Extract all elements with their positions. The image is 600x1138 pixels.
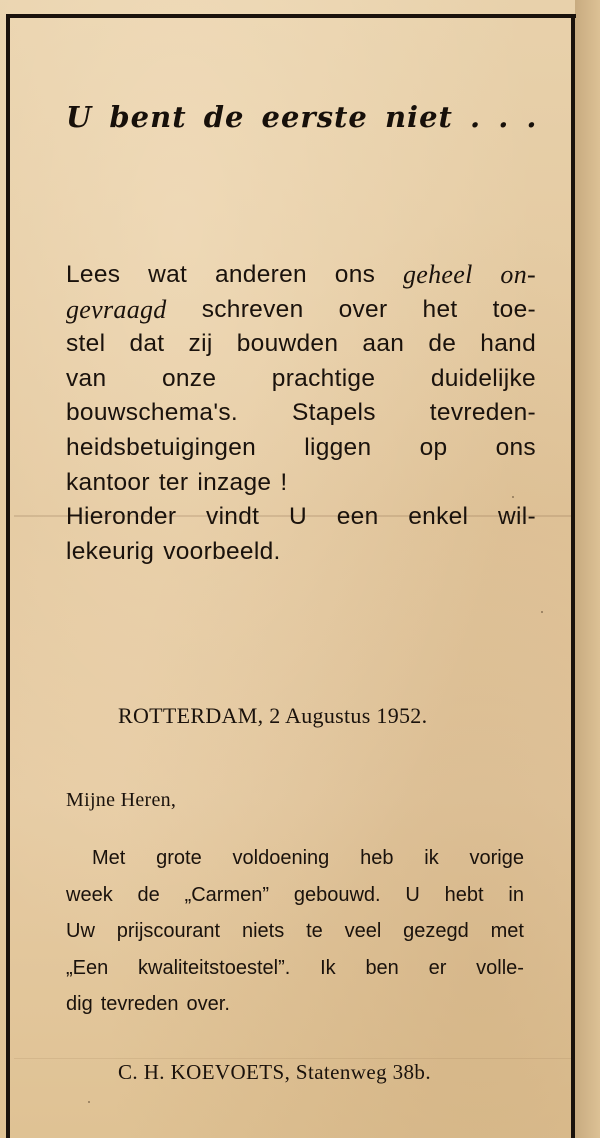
paper-fold-crease-lower [14, 1058, 574, 1059]
paper-speck [512, 496, 514, 498]
intro-word: inzage [197, 468, 272, 496]
letter-word: hebt [444, 883, 484, 906]
page-edge [575, 0, 600, 1138]
letter-line [66, 877, 524, 914]
letter-word: ik [424, 847, 439, 869]
intro-word: U [289, 503, 307, 531]
intro-word: hand [480, 330, 536, 358]
letter-word: U [405, 883, 420, 906]
intro-word: Stapels [291, 399, 376, 427]
letter-word: gezegd [403, 920, 469, 942]
intro-word: duidelijke [430, 364, 536, 392]
letter-word: voldoening [232, 847, 330, 869]
intro-word: tevreden- [429, 399, 536, 427]
intro-word: gevraagd [66, 294, 167, 324]
intro-word: enkel [408, 503, 469, 531]
paper-speck [88, 1101, 90, 1103]
intro-word: bouwschema's. [66, 399, 238, 427]
letter-word: vorige [469, 847, 524, 869]
letter-word: volle- [476, 956, 524, 979]
letter-word: te [306, 920, 323, 942]
letter-word: dig [66, 993, 93, 1015]
letter-word: met [490, 920, 524, 942]
intro-paragraph [66, 258, 536, 569]
intro-word: ter [158, 468, 189, 496]
letter-word: heb [360, 847, 394, 869]
intro-word: op [419, 433, 448, 461]
letter-line [66, 913, 524, 950]
letter-word: week [66, 883, 113, 906]
intro-word: Hieronder [66, 503, 177, 531]
intro-word: heidsbetuigingen [66, 433, 257, 461]
paper-speck [541, 611, 543, 613]
letter-word: kwaliteitstoestel”. [138, 956, 291, 979]
intro-line [66, 500, 536, 535]
intro-word: liggen [304, 433, 372, 461]
intro-word: stel [66, 330, 106, 358]
intro-word: voorbeeld. [163, 537, 281, 565]
intro-word: prachtige [271, 364, 376, 392]
intro-line [66, 362, 536, 397]
intro-word: aan [362, 330, 405, 358]
intro-line [66, 293, 536, 328]
letter-word: tevreden [100, 993, 179, 1015]
letter-word: in [508, 883, 524, 906]
intro-line [66, 431, 536, 466]
letter-line [66, 986, 524, 1023]
intro-word: Lees [66, 261, 121, 288]
intro-word: zij [188, 330, 213, 358]
frame-border-top [6, 14, 576, 18]
letter-body [66, 840, 524, 1023]
intro-line [66, 327, 536, 362]
letter-word: „Een [66, 956, 109, 979]
intro-word: on- [500, 260, 536, 289]
letter-word: de [137, 883, 160, 906]
advert-heading: U bent de eerste niet . . . [66, 100, 538, 134]
letter-place-date: ROTTERDAM, 2 Augustus 1952. [118, 703, 428, 728]
intro-word: schreven [201, 295, 304, 323]
letter-word: prijscourant [116, 920, 221, 942]
intro-word: lekeurig [66, 537, 155, 565]
letter-word: er [428, 956, 447, 979]
letter-line [66, 950, 524, 987]
intro-word: toe- [492, 295, 536, 323]
intro-word: de [428, 330, 457, 358]
intro-line [66, 466, 536, 501]
letter-word: ben [365, 956, 399, 979]
intro-word: ! [280, 468, 288, 496]
letter-line [66, 840, 524, 877]
letter-word: Met [92, 847, 126, 869]
intro-word: wat [148, 261, 188, 288]
letter-signature: C. H. KOEVOETS, Statenweg 38b. [118, 1060, 431, 1084]
letter-word: „Carmen” [184, 883, 270, 906]
intro-line [66, 535, 536, 570]
letter-word: grote [156, 847, 202, 869]
intro-word: ons [495, 433, 536, 461]
intro-word: onze [161, 364, 217, 392]
intro-word: bouwden [236, 330, 339, 358]
intro-word: over [338, 295, 388, 323]
frame-border-left [6, 14, 10, 1138]
letter-word: veel [344, 920, 382, 942]
intro-word: anderen [214, 261, 307, 288]
intro-word: wil- [498, 503, 536, 531]
intro-word: een [336, 503, 379, 531]
intro-word: van [66, 364, 107, 392]
letter-word: niets [241, 920, 285, 942]
letter-word: Uw [66, 920, 95, 942]
frame-border-right [571, 14, 575, 1138]
intro-word: geheel [402, 260, 473, 289]
intro-word: dat [129, 330, 165, 358]
intro-word: kantoor [66, 468, 150, 496]
intro-word: vindt [206, 503, 260, 531]
letter-salutation: Mijne Heren, [66, 789, 177, 811]
letter-word: Ik [320, 956, 336, 979]
letter-word: over. [186, 993, 230, 1015]
intro-word: het [422, 295, 458, 323]
intro-line [66, 258, 536, 293]
letter-word: gebouwd. [293, 883, 381, 906]
intro-line [66, 396, 536, 431]
intro-word: ons [334, 261, 376, 288]
